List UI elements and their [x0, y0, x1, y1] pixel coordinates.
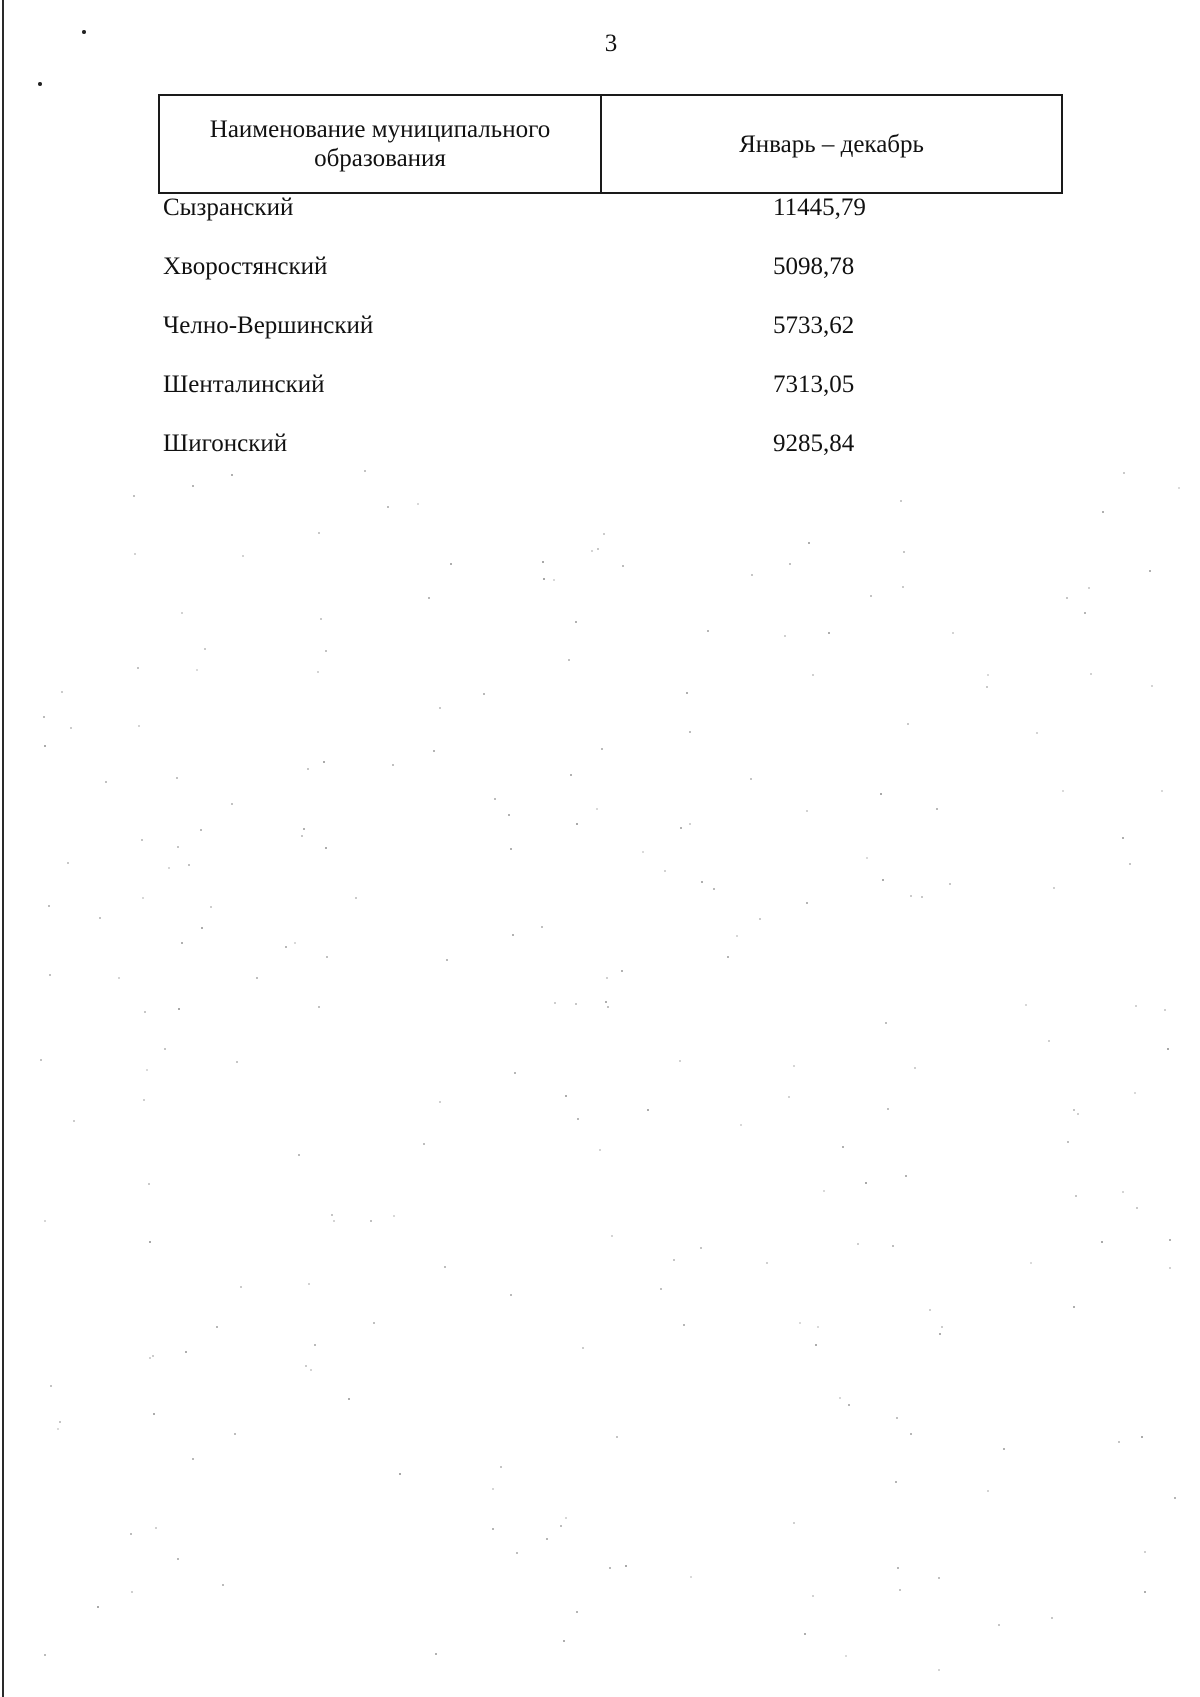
scan-speck	[216, 1326, 218, 1328]
scan-speck	[880, 793, 882, 795]
scan-speck	[689, 823, 691, 825]
scan-speck	[910, 895, 912, 897]
scan-speck	[568, 659, 570, 661]
scan-speck	[242, 555, 244, 557]
scan-speck	[510, 1294, 512, 1296]
scan-speck	[1090, 673, 1092, 675]
scan-speck	[256, 977, 258, 979]
table-body	[163, 194, 1063, 489]
table-row	[163, 430, 1063, 489]
scan-speck	[565, 1095, 567, 1097]
scan-speck	[806, 810, 808, 812]
scan-speck	[326, 956, 328, 958]
scan-speck	[144, 1011, 146, 1013]
scan-speck	[907, 723, 909, 725]
scan-speck	[355, 897, 357, 899]
scan-speck	[44, 745, 46, 747]
scan-speck	[512, 934, 514, 936]
scan-speck	[1144, 1591, 1146, 1593]
column-header-municipality: Наименование муниципального образования	[160, 96, 602, 192]
scan-speck	[686, 692, 688, 694]
scan-speck	[310, 1369, 312, 1371]
scan-speck	[364, 470, 366, 472]
scan-speck	[492, 1488, 494, 1490]
scan-speck	[560, 1525, 562, 1527]
scan-speck	[204, 648, 206, 650]
scan-speck	[492, 1528, 494, 1530]
scan-speck	[793, 1522, 795, 1524]
scan-speck	[148, 1183, 150, 1185]
scan-speck	[542, 561, 544, 563]
scan-speck	[130, 1533, 132, 1535]
scan-speck	[1075, 1195, 1077, 1197]
scan-speck	[118, 977, 120, 979]
scan-speck	[690, 1576, 692, 1578]
scan-speck	[751, 574, 753, 576]
scan-speck	[393, 1215, 395, 1217]
scan-speck	[799, 1322, 801, 1324]
scan-speck	[936, 808, 938, 810]
scan-speck	[348, 1398, 350, 1400]
scan-speck	[806, 902, 808, 904]
scan-speck	[61, 691, 63, 693]
scan-speck	[929, 1309, 931, 1311]
scan-speck	[99, 917, 101, 919]
scan-speck	[192, 485, 194, 487]
scan-speck	[234, 1433, 236, 1435]
scan-speck	[596, 808, 598, 810]
scan-speck	[146, 1069, 148, 1071]
scan-speck	[44, 1654, 46, 1656]
municipality-name: Шигонский	[163, 430, 288, 457]
scan-speck	[510, 848, 512, 850]
scan-speck	[40, 1059, 42, 1061]
table-row	[163, 371, 1063, 430]
scan-speck	[318, 532, 320, 534]
scan-speck	[1122, 837, 1124, 839]
scan-speck	[196, 669, 198, 671]
scan-speck	[1123, 472, 1125, 474]
scan-speck	[987, 674, 989, 676]
scan-speck	[701, 881, 703, 883]
scan-speck	[664, 870, 666, 872]
scan-speck	[582, 1347, 584, 1349]
scan-speck	[38, 82, 42, 86]
scan-speck	[149, 1357, 151, 1359]
scan-speck	[317, 671, 319, 673]
scan-speck	[603, 533, 605, 535]
scan-speck	[331, 1214, 333, 1216]
scan-speck	[508, 814, 510, 816]
scan-speck	[444, 1266, 446, 1268]
scan-speck	[713, 888, 715, 890]
scan-speck	[949, 883, 951, 885]
scan-speck	[387, 506, 389, 508]
scan-speck	[152, 1355, 154, 1357]
scan-speck	[73, 1120, 75, 1122]
scan-speck	[900, 500, 902, 502]
scan-speck	[1066, 597, 1068, 599]
scan-speck	[804, 1633, 806, 1635]
scan-speck	[435, 1653, 437, 1655]
scan-speck	[857, 1243, 859, 1245]
scan-speck	[1122, 1191, 1124, 1193]
scan-speck	[565, 1517, 567, 1519]
scan-speck	[67, 862, 69, 864]
scan-speck	[164, 1048, 166, 1050]
scan-speck	[1084, 612, 1086, 614]
scan-speck	[176, 777, 178, 779]
scan-speck	[870, 595, 872, 597]
scan-speck	[1141, 1436, 1143, 1438]
scan-speck	[192, 1458, 194, 1460]
scan-speck	[325, 847, 327, 849]
scan-speck	[828, 632, 830, 634]
scan-speck	[392, 764, 394, 766]
scan-speck	[188, 864, 190, 866]
scan-speck	[577, 1118, 579, 1120]
scan-speck	[50, 1385, 52, 1387]
scan-speck	[500, 1466, 502, 1468]
table-row	[163, 253, 1063, 312]
scan-speck	[660, 1288, 662, 1290]
scan-speck	[952, 632, 954, 634]
scan-speck	[679, 1060, 681, 1062]
scan-speck	[231, 474, 233, 476]
period-value: 9285,84	[773, 430, 855, 457]
scan-speck	[43, 716, 45, 718]
scan-speck	[554, 1002, 556, 1004]
period-value: 11445,79	[773, 194, 866, 221]
scan-speck	[231, 803, 233, 805]
municipality-name: Сызранский	[163, 194, 294, 221]
scan-speck	[177, 846, 179, 848]
scan-speck	[727, 956, 729, 958]
scan-speck	[865, 1182, 867, 1184]
scan-speck	[131, 1591, 133, 1593]
scan-speck	[298, 1154, 300, 1156]
scan-speck	[320, 618, 322, 620]
scan-speck	[417, 503, 419, 505]
scan-speck	[815, 1344, 817, 1346]
scan-speck	[141, 839, 143, 841]
scan-speck	[599, 1149, 601, 1151]
scan-speck	[683, 1324, 685, 1326]
scan-speck	[887, 1108, 889, 1110]
scan-speck	[373, 1322, 375, 1324]
column-header-period: Январь – декабрь	[739, 130, 924, 158]
scan-speck	[597, 548, 599, 550]
scan-speck	[305, 1365, 307, 1367]
scan-speck	[766, 1262, 768, 1264]
scan-speck	[866, 857, 868, 859]
scan-speck	[680, 827, 682, 829]
scan-speck	[845, 1655, 847, 1657]
table-row	[163, 312, 1063, 371]
scan-speck	[903, 551, 905, 553]
scan-speck	[200, 829, 202, 831]
scan-speck	[97, 1606, 99, 1608]
scan-speck	[370, 1220, 372, 1222]
scan-speck	[137, 667, 139, 669]
scan-speck	[998, 1624, 1000, 1626]
scan-speck	[439, 1101, 441, 1103]
scan-speck	[1051, 1617, 1053, 1619]
scan-speck	[1174, 1497, 1176, 1499]
scan-speck	[1025, 1004, 1027, 1006]
scan-speck	[168, 867, 170, 869]
scan-speck	[921, 896, 923, 898]
scan-speck	[333, 1220, 335, 1222]
scan-speck	[897, 1567, 899, 1569]
municipality-name: Хворостянский	[163, 253, 328, 280]
scan-speck	[1073, 1109, 1075, 1111]
scan-speck	[842, 1146, 844, 1148]
scan-speck	[788, 1096, 790, 1098]
scan-speck	[433, 750, 435, 752]
scan-speck	[59, 1421, 61, 1423]
scan-speck	[576, 823, 578, 825]
scan-speck	[591, 550, 593, 552]
scan-speck	[606, 977, 608, 979]
scan-speck	[178, 1008, 180, 1010]
scan-speck	[1036, 732, 1038, 734]
scan-speck	[1030, 1262, 1032, 1264]
scan-speck	[1118, 1441, 1120, 1443]
scan-speck	[222, 1584, 224, 1586]
scan-speck	[905, 1175, 907, 1177]
scan-speck	[323, 761, 325, 763]
scan-speck	[1048, 1040, 1050, 1042]
scan-speck	[318, 1006, 320, 1008]
scan-speck	[885, 1022, 887, 1024]
scan-speck	[882, 879, 884, 881]
scan-speck	[1135, 1005, 1137, 1007]
scan-speck	[892, 1245, 894, 1247]
scan-speck	[1151, 685, 1153, 687]
scan-speck	[133, 495, 135, 497]
scan-speck	[642, 851, 644, 853]
scan-speck	[1062, 790, 1064, 792]
scan-speck	[563, 1640, 565, 1642]
scan-speck	[939, 1333, 941, 1335]
scan-speck	[740, 1124, 742, 1126]
scan-speck	[902, 586, 904, 588]
scan-speck	[707, 630, 709, 632]
scan-speck	[607, 1006, 609, 1008]
scan-speck	[546, 1538, 548, 1540]
scan-speck	[428, 597, 430, 599]
scan-speck	[155, 1527, 157, 1529]
scan-speck	[700, 1247, 702, 1249]
scan-speck	[294, 942, 296, 944]
scan-speck	[793, 1065, 795, 1067]
scan-speck	[1129, 863, 1131, 865]
scan-speck	[689, 731, 691, 733]
scan-speck	[784, 635, 786, 637]
page-number: 3	[604, 30, 618, 57]
scan-speck	[494, 798, 496, 800]
scan-speck	[149, 1241, 151, 1243]
scan-speck	[910, 1433, 912, 1435]
scan-speck	[543, 578, 545, 580]
scan-speck	[1003, 1448, 1005, 1450]
scan-speck	[736, 935, 738, 937]
municipality-name: Челно-Вершинский	[163, 312, 374, 339]
scan-speck	[1178, 487, 1180, 489]
scan-speck	[483, 693, 485, 695]
scan-speck	[575, 1003, 577, 1005]
scan-speck	[48, 905, 50, 907]
scan-speck	[49, 974, 51, 976]
scan-speck	[987, 1490, 989, 1492]
scan-speck	[143, 1099, 145, 1101]
scan-speck	[514, 1072, 516, 1074]
scan-speck	[609, 1567, 611, 1569]
scan-speck	[986, 686, 988, 688]
table-header	[158, 94, 1063, 194]
scan-speck	[314, 1344, 316, 1346]
scan-speck	[240, 1286, 242, 1288]
period-value: 5733,62	[773, 312, 855, 339]
scan-speck	[1073, 1306, 1075, 1308]
scan-speck	[308, 1283, 310, 1285]
scan-speck	[750, 778, 752, 780]
scan-speck	[185, 1351, 187, 1353]
scan-speck	[914, 1067, 916, 1069]
scan-speck	[138, 725, 140, 727]
scan-speck	[570, 774, 572, 776]
scan-speck	[575, 621, 577, 623]
scan-speck	[896, 1417, 898, 1419]
scan-speck	[399, 1473, 401, 1475]
scan-speck	[1167, 1048, 1169, 1050]
scan-speck	[516, 1552, 518, 1554]
scan-speck	[789, 563, 791, 565]
scan-speck	[142, 897, 144, 899]
scan-speck	[601, 748, 603, 750]
scan-speck	[647, 1109, 649, 1111]
scan-speck	[210, 906, 212, 908]
scan-speck	[325, 650, 327, 652]
scan-speck	[153, 1413, 155, 1415]
scan-speck	[1088, 587, 1090, 589]
scan-speck	[301, 835, 303, 837]
scan-speck	[285, 946, 287, 948]
scan-speck	[553, 579, 555, 581]
scan-speck	[622, 565, 624, 567]
scan-speck	[1134, 1092, 1136, 1094]
scan-speck	[1136, 1207, 1138, 1209]
scan-speck	[895, 1481, 897, 1483]
scan-speck	[611, 1235, 613, 1237]
scan-speck	[181, 612, 183, 614]
scan-edge-line	[2, 0, 4, 1697]
scan-speck	[1053, 887, 1055, 889]
scan-speck	[57, 1428, 59, 1430]
scan-speck	[812, 1595, 814, 1597]
scan-speck	[1067, 1141, 1069, 1143]
scan-speck	[576, 1611, 578, 1613]
scan-speck	[70, 727, 72, 729]
scan-speck	[673, 1259, 675, 1261]
scan-speck	[839, 1397, 841, 1399]
table-row	[163, 194, 1063, 253]
scan-speck	[938, 1577, 940, 1579]
scan-speck	[1169, 1239, 1171, 1241]
scan-speck	[446, 959, 448, 961]
scan-speck	[1077, 1113, 1079, 1115]
scan-speck	[450, 563, 452, 565]
scan-speck	[1102, 511, 1104, 513]
scan-speck	[616, 1436, 618, 1438]
scan-speck	[439, 707, 441, 709]
scan-speck	[1144, 1551, 1146, 1553]
scan-speck	[303, 828, 305, 830]
scan-speck	[307, 768, 309, 770]
scan-speck	[625, 1565, 627, 1567]
scan-speck	[1164, 1009, 1166, 1011]
scan-speck	[201, 927, 203, 929]
scan-speck	[941, 1326, 943, 1328]
scan-speck	[808, 542, 810, 544]
scan-speck	[759, 918, 761, 920]
scan-speck	[44, 1220, 46, 1222]
scan-speck	[1161, 790, 1163, 792]
scan-speck	[423, 1143, 425, 1145]
scan-speck	[938, 1669, 940, 1671]
scan-speck	[605, 1001, 607, 1003]
period-value: 5098,78	[773, 253, 855, 280]
scan-speck	[621, 970, 623, 972]
scan-speck	[1101, 1241, 1103, 1243]
scan-speck	[134, 553, 136, 555]
scan-speck	[236, 1061, 238, 1063]
scan-speck	[823, 1190, 825, 1192]
scan-speck	[812, 674, 814, 676]
scan-speck	[1169, 1267, 1171, 1269]
period-value: 7313,05	[773, 371, 855, 398]
scan-speck	[541, 926, 543, 928]
scan-speck	[899, 1589, 901, 1591]
scan-speck	[817, 1326, 819, 1328]
municipality-name: Шенталинский	[163, 371, 325, 398]
scan-speck	[105, 781, 107, 783]
scan-speck	[848, 1404, 850, 1406]
scan-speck	[181, 942, 183, 944]
scan-speck	[177, 1558, 179, 1560]
scan-speck	[82, 30, 86, 34]
scan-speck	[1149, 570, 1151, 572]
